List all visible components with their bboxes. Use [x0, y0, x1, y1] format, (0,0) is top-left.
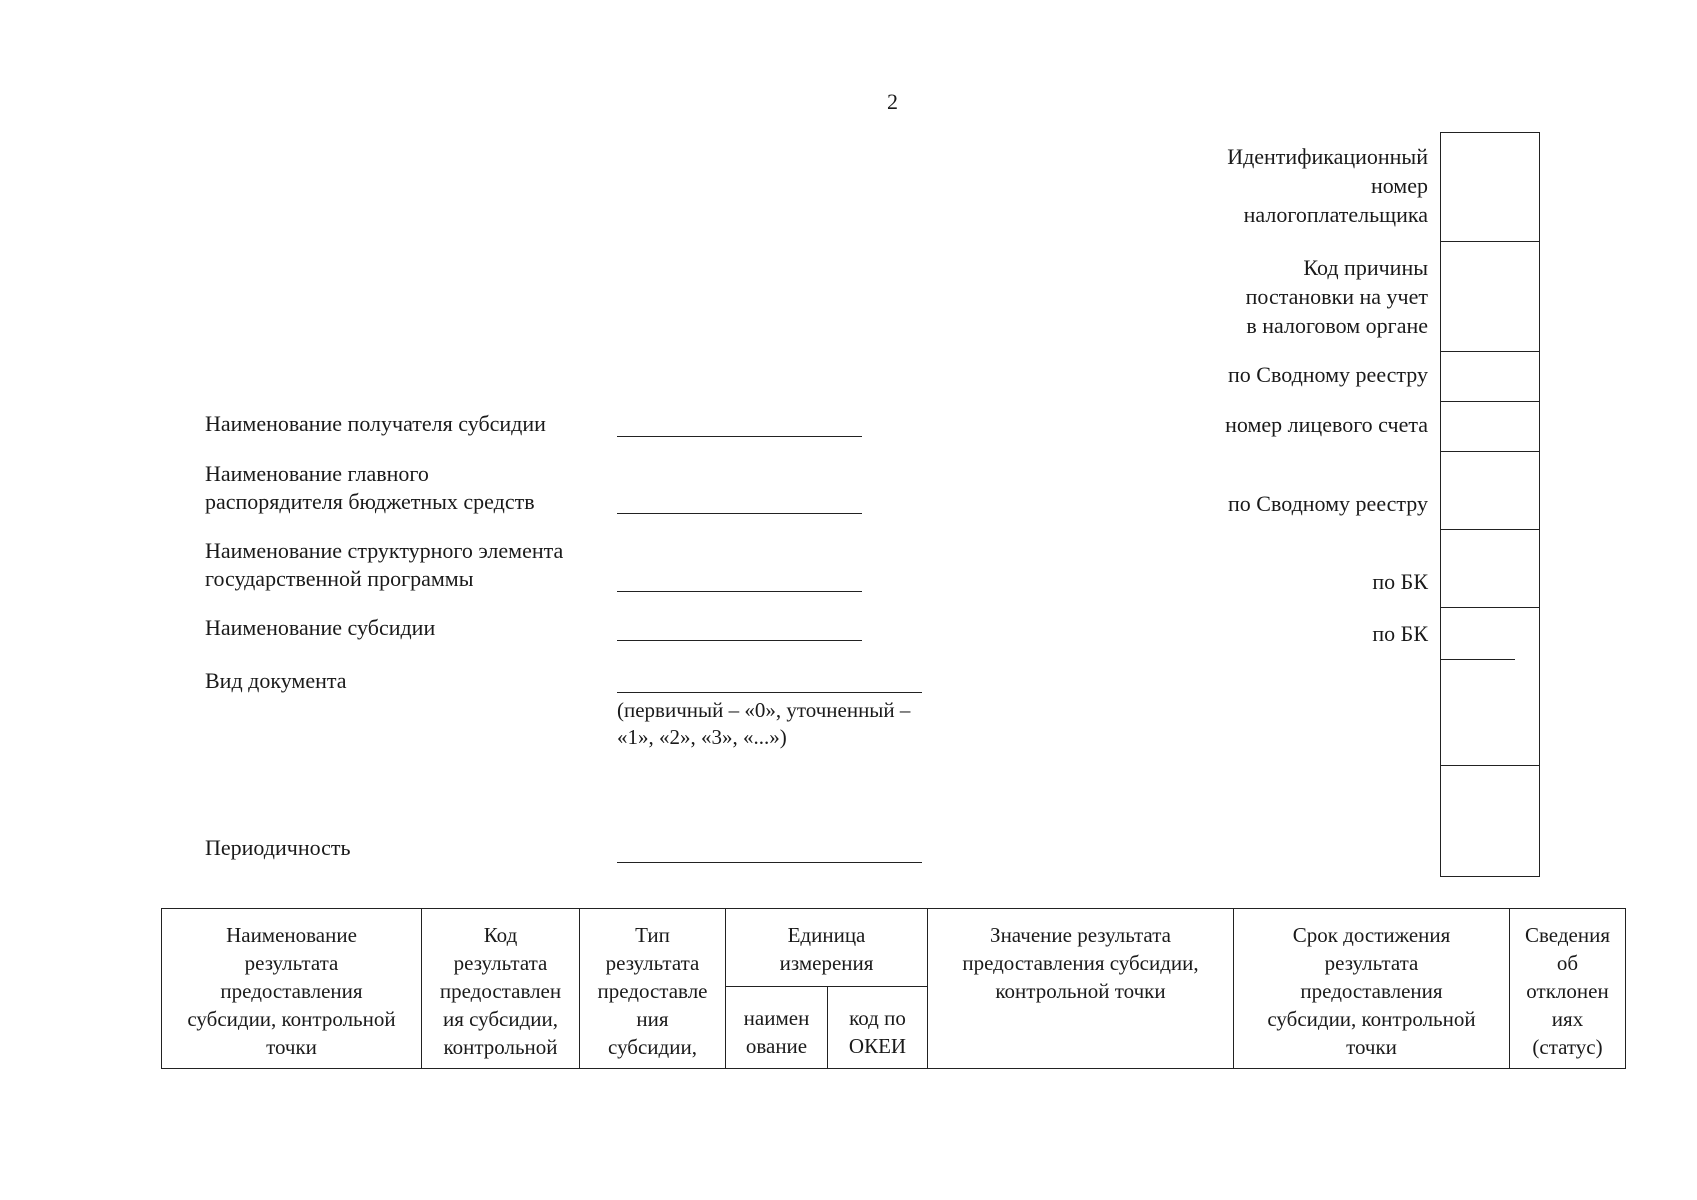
- codes-divider: [1441, 351, 1539, 352]
- header-result-name: Наименование результата предоставления субсидии, контрольной точки: [162, 909, 422, 1069]
- codes-divider: [1441, 607, 1539, 608]
- budget-code-label-1: по БК: [1372, 569, 1428, 594]
- periodicity-line: [617, 862, 922, 863]
- header-deadline: Срок достижения результата предоставления субсидии, контрольной точки: [1234, 909, 1510, 1069]
- header-result-type: Тип результата предоставле ния субсидии,: [580, 909, 726, 1069]
- periodicity-label: Периодичность: [205, 835, 351, 860]
- codes-box: [1440, 132, 1540, 877]
- recipient-name-line: [617, 436, 862, 437]
- document-type-hint: (первичный – «0», уточненный – «1», «2», «3», «...»): [617, 698, 911, 749]
- consolidated-registry-label-1: по Сводному реестру: [1228, 362, 1428, 387]
- kpp-label: Код причины постановки на учет в налоговом органе: [1245, 255, 1428, 338]
- header-unit-code: код по ОКЕИ: [828, 987, 928, 1069]
- main-manager-line: [617, 513, 862, 514]
- recipient-name-label: Наименование получателя субсидии: [205, 411, 546, 436]
- subsidy-name-label: Наименование субсидии: [205, 615, 436, 640]
- header-deviations: Сведения об отклонен иях (статус): [1510, 909, 1626, 1069]
- codes-divider: [1441, 765, 1539, 766]
- program-element-line: [617, 591, 862, 592]
- codes-divider: [1441, 241, 1539, 242]
- personal-account-label: номер лицевого счета: [1225, 412, 1428, 437]
- header-result-code: Код результата предоставлен ия субсидии, контрольной: [422, 909, 580, 1069]
- budget-code-label-2: по БК: [1372, 621, 1428, 646]
- codes-divider: [1441, 659, 1515, 660]
- inn-label: Идентификационный номер налогоплательщика: [1227, 144, 1428, 227]
- document-type-label: Вид документа: [205, 668, 347, 693]
- header-unit-name: наимен ование: [726, 987, 828, 1069]
- main-manager-label: Наименование главного распорядителя бюджетных средств: [205, 461, 535, 514]
- consolidated-registry-label-2: по Сводному реестру: [1228, 491, 1428, 516]
- program-element-label: Наименование структурного элемента государственной программы: [205, 538, 564, 591]
- codes-divider: [1441, 401, 1539, 402]
- codes-divider: [1441, 529, 1539, 530]
- document-type-line: [617, 692, 922, 693]
- header-result-value: Значение результата предоставления субсидии, контрольной точки: [928, 909, 1234, 1069]
- results-table: [161, 908, 1626, 1069]
- codes-divider: [1441, 451, 1539, 452]
- header-unit: Единица измерения: [726, 909, 928, 987]
- page-number: 2: [887, 89, 898, 114]
- subsidy-name-line: [617, 640, 862, 641]
